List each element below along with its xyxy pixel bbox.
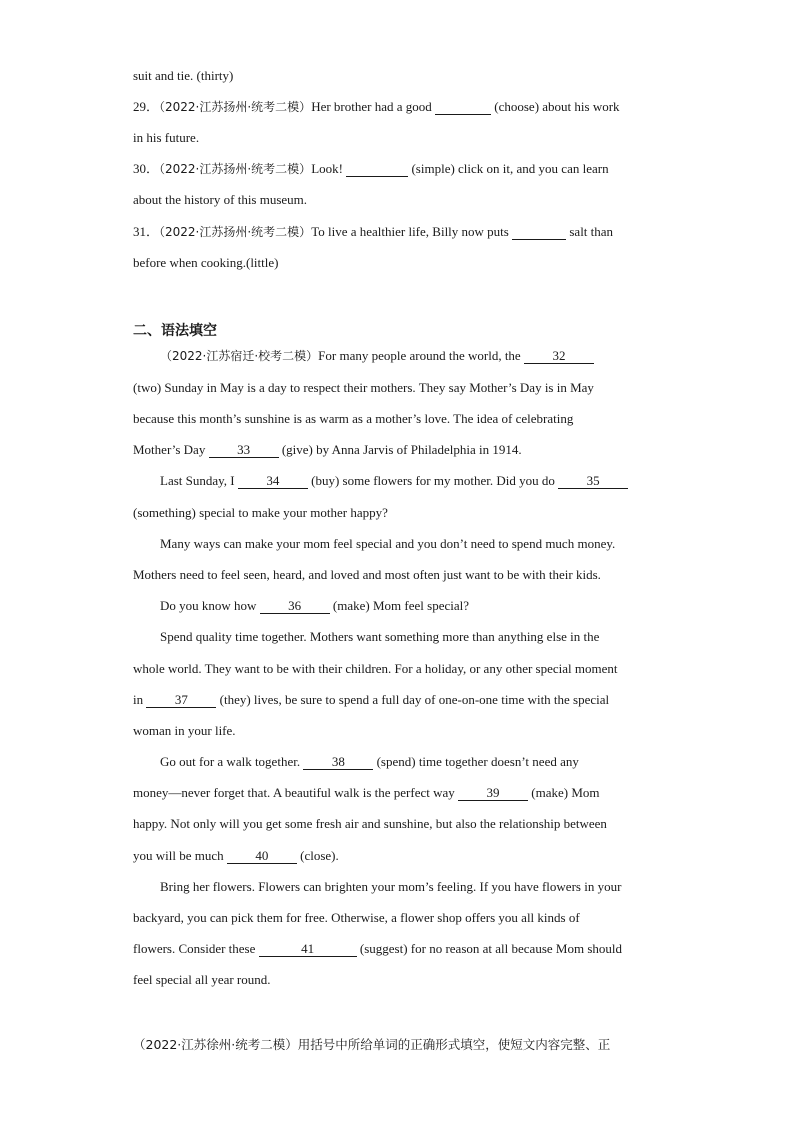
blank-37[interactable]: 37 [146, 693, 216, 708]
passage-line: Do you know how 36 (make) Mom feel special? [160, 598, 469, 613]
blank-33[interactable]: 33 [209, 443, 279, 458]
passage-line: (something) special to make your mother happy? [133, 505, 388, 520]
question-31 [133, 223, 663, 241]
passage-line: backyard, you can pick them for free. Otherwise, a flower shop offers you all kinds of [133, 910, 580, 925]
passage-line: Many ways can make your mom feel special and you don’t need to spend much money. [160, 536, 616, 551]
passage-line: Mothers need to feel seen, heard, and loved and most often just want to be with their kids. [133, 567, 601, 582]
answer-blank[interactable] [435, 100, 491, 115]
question-source: （2022·江苏扬州·统考二模） [159, 162, 312, 176]
question-number: 31． [133, 224, 160, 239]
prev-question-tail: suit and tie. (thirty) [133, 68, 234, 83]
question-30 [133, 160, 663, 178]
passage-line: Mother’s Day 33 (give) by Anna Jarvis of Philadelphia in 1914. [133, 442, 522, 457]
question-text: Her brother had a good [311, 99, 436, 114]
question-source: （2022·江苏扬州·统考二模） [159, 225, 312, 239]
passage-line: （2022·江苏宿迁·校考二模）For many people around the world, the 32 [160, 347, 663, 365]
blank-36[interactable]: 36 [260, 599, 330, 614]
question-text: Look! [311, 161, 347, 176]
question-29-continued: in his future. [133, 130, 200, 145]
passage-line: Go out for a walk together. 38 (spend) time together doesn’t need any [160, 754, 579, 769]
question-text: (simple) click on it, and you can learn [408, 161, 609, 176]
question-text: (choose) about his work [491, 99, 620, 114]
passage-line: in 37 (they) lives, be sure to spend a full day of one-on-one time with the special [133, 692, 610, 707]
answer-blank[interactable] [512, 225, 566, 240]
next-passage-intro: （2022·江苏徐州·统考二模）用括号中所给单词的正确形式填空，使短文内容完整、正 [133, 1037, 611, 1052]
question-source: （2022·江苏扬州·统考二模） [159, 100, 312, 114]
question-30-continued: about the history of this museum. [133, 192, 308, 207]
passage-line: money—never forget that. A beautiful walk is the perfect way 39 (make) Mom [133, 785, 600, 800]
blank-34[interactable]: 34 [238, 474, 308, 489]
question-text: salt than [566, 224, 614, 239]
passage-line: because this month’s sunshine is as warm as a mother’s love. The idea of celebrating [133, 411, 574, 426]
passage-line: Bring her flowers. Flowers can brighten your mom’s feeling. If you have flowers in your [160, 879, 622, 894]
passage-line: Spend quality time together. Mothers want something more than anything else in the [160, 629, 600, 644]
passage-line: Last Sunday, I 34 (buy) some flowers for my mother. Did you do 35 [160, 472, 663, 490]
blank-38[interactable]: 38 [303, 755, 373, 770]
question-text: To live a healthier life, Billy now puts [311, 224, 513, 239]
blank-41[interactable]: 41 [259, 942, 357, 957]
blank-32[interactable]: 32 [524, 349, 594, 364]
blank-40[interactable]: 40 [227, 849, 297, 864]
question-number: 30． [133, 161, 160, 176]
blank-35[interactable]: 35 [558, 474, 628, 489]
passage-line: happy. Not only will you get some fresh air and sunshine, but also the relationship between [133, 816, 607, 831]
passage-line: flowers. Consider these 41 (suggest) for no reason at all because Mom should [133, 941, 622, 956]
passage-line: feel special all year round. [133, 972, 271, 987]
blank-39[interactable]: 39 [458, 786, 528, 801]
passage-line: (two) Sunday in May is a day to respect their mothers. They say Mother’s Day is in May [133, 380, 594, 395]
passage-line: you will be much 40 (close). [133, 848, 339, 863]
answer-blank[interactable] [346, 162, 408, 177]
question-29 [133, 98, 663, 116]
question-number: 29． [133, 99, 160, 114]
question-31-continued: before when cooking.(little) [133, 255, 279, 270]
passage-line: woman in your life. [133, 723, 236, 738]
passage-source: （2022·江苏宿迁·校考二模） [160, 349, 319, 363]
passage-line: whole world. They want to be with their children. For a holiday, or any other special moment [133, 661, 618, 676]
section-heading: 二、语法填空 [133, 323, 217, 339]
